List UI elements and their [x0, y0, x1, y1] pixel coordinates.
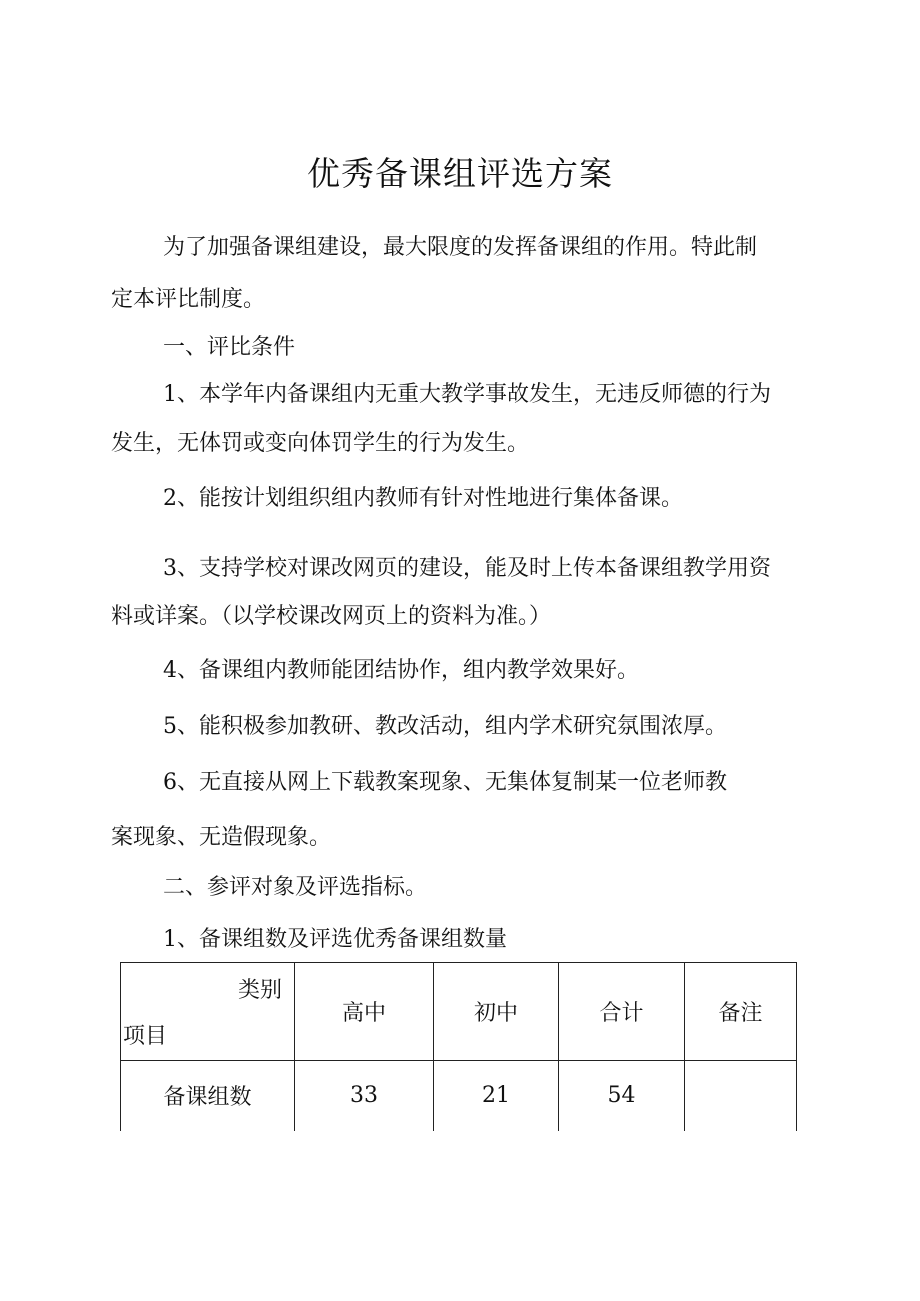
- paragraph-line: 6、无直接从网上下载教案现象、无集体复制某一位老师教: [163, 770, 727, 795]
- column-header: 合计: [559, 963, 685, 1061]
- paragraph-line: 1、备课组数及评选优秀备课组数量: [163, 927, 507, 952]
- table-corner-cell: [121, 963, 295, 1061]
- statistics-table: [120, 962, 797, 1131]
- table-row: [121, 1061, 797, 1131]
- paragraph-line: 为了加强备课组建设，最大限度的发挥备课组的作用。特此制: [163, 235, 758, 260]
- table-header-row: [121, 963, 797, 1061]
- paragraph-line: 料或详案。（以学校课改网页上的资料为准。）: [111, 604, 552, 629]
- paragraph-line: 3、支持学校对课改网页的建设，能及时上传本备课组教学用资: [163, 556, 771, 581]
- section-heading: 一、评比条件: [163, 335, 296, 360]
- paragraph-line: 2、能按计划组织组内教师有针对性地进行集体备课。: [163, 486, 683, 511]
- paragraph-line: 5、能积极参加教研、教改活动，组内学术研究氛围浓厚。: [163, 714, 727, 739]
- table-cell: [685, 1061, 797, 1131]
- column-header: 初中: [434, 963, 559, 1061]
- section-heading: 二、参评对象及评选指标。: [163, 875, 428, 900]
- column-header: 备注: [685, 963, 797, 1061]
- column-header: 高中: [295, 963, 434, 1061]
- row-label: 备课组数: [121, 1061, 295, 1131]
- paragraph-line: 定本评比制度。: [111, 287, 266, 312]
- document-title: 优秀备课组评选方案: [307, 154, 613, 193]
- header-category-label: 类别: [237, 978, 282, 1003]
- table-cell: 33: [295, 1061, 434, 1131]
- table-cell: 21: [434, 1061, 559, 1131]
- table-cell: 54: [559, 1061, 685, 1131]
- paragraph-line: 发生，无体罚或变向体罚学生的行为发生。: [111, 431, 530, 456]
- paragraph-line: 4、备课组内教师能团结协作，组内教学效果好。: [163, 658, 639, 683]
- paragraph-line: 1、本学年内备课组内无重大教学事故发生，无违反师德的行为: [163, 382, 771, 407]
- header-item-label: 项目: [123, 1024, 168, 1049]
- paragraph-line: 案现象、无造假现象。: [111, 825, 332, 850]
